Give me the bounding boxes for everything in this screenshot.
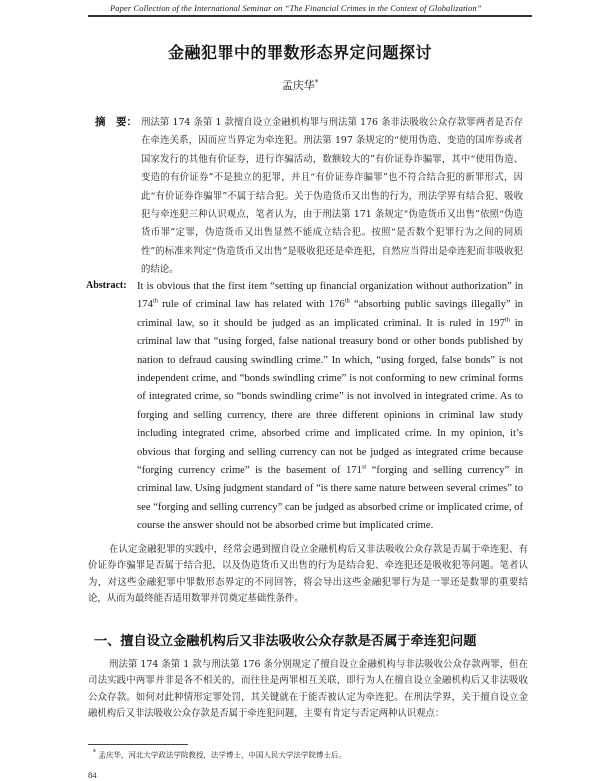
abstract-en-text [137, 278, 523, 536]
footnote-rule [88, 744, 188, 745]
header-rule [88, 15, 532, 17]
page-number: 84 [88, 770, 97, 780]
ordinal-suffix-2: th [344, 297, 350, 305]
footnote [93, 749, 523, 761]
ordinal-suffix-1: th [152, 297, 158, 305]
paper-title: 金融犯罪中的罪数形态界定问题探讨 [167, 43, 432, 62]
abstract-en-part-4: in criminal law that “using forged, false national treasury bond or other bonds published by nation to defraud causing swindling crime.” In which, “using forged, false bonds” is not independent crime, and “bonds swindling crime” is not conforming to new criminal forms of integrated crime, so “bonds swindling crime” is not involved in integrated crime. As to forging and selling currency, there are three different opinions in criminal law study including integrated crime, absorbed crime and implicated crime. In my opinion, it’s obvious that forging and selling currency can not be judged as integrated crime because “forging currency crime” is the basement of 171 [137, 317, 523, 477]
ordinal-suffix-3: th [504, 316, 510, 324]
abstract-en-part-5: “forging and selling currency” in criminal law. Using judgment standard of “is there same nature between several crimes” to see “forging and selling currency” can be judged as absorbed crime or implicated crime, of course the answer should not be absorbed crime but implicated crime. [137, 465, 523, 532]
abstract-cn-text: 刑法第 174 条第 1 款擅自设立金融机构罪与刑法第 176 条非法吸收公众存款罪两者是否存在牵连关系，因而应当界定为牵连犯。刑法第 197 条规定的“使用伪造、变造的国库券或者国家发行的其他有价证券，进行诈骗活动，数额较大的”有价证券诈骗罪，其中“使用伪造、变造的有价证券”不是独立的犯罪，并且“有价证券诈骗罪”也不符合结合犯的新罪形式，因此“有价证券诈骗罪”不属于结合犯。关于伪造货币又出售的行为，刑法学界有结合犯、吸收犯与牵连犯三种认识观点，笔者认为，由于刑法第 171 条规定“伪造货币又出售”依照“伪造货币罪”定罪，伪造货币又出售显然不能成立结合犯。按照“是否数个犯罪行为之间的同质性”的标准来判定“伪造货币又出售”是吸收犯还是牵连犯，自然应当得出是牵连犯而非吸收犯的结论。 [141, 117, 523, 276]
abstract-en-label: Abstract: [86, 280, 127, 291]
intro-paragraph: 在认定金融犯罪的实践中，经常会遇到擅自设立金融机构后又非法吸收公众存款是否属于牵连犯、有价证券诈骗罪是否属于结合犯，以及伪造货币又出售的行为是结合犯、牵连犯还是吸收犯等问题。笔者认为，对这些金融犯罪中罪数形态界定的不同回答，将会导出这些金融犯罪行为是一罪还是数罪的重要结论，从而为最终能否适用数罪并罚奠定基础性条件。 [88, 544, 528, 605]
ordinal-suffix-4: st [361, 463, 367, 471]
author-name: 孟庆华 [281, 79, 315, 92]
footnote-marker: * [93, 749, 96, 756]
abstract-en-part-3: “absorbing public savings illegally” in criminal law, so it should be judged as an implicated criminal. It is ruled in 197 [137, 299, 523, 329]
abstract-en-part-1: It is obvious that the first item “setting up financial organization without authorization” in 174 [137, 281, 523, 311]
abstract-en-part-2: rule of criminal law has related with 176 [157, 299, 345, 311]
running-header: Paper Collection of the International Seminar on “The Financial Crimes in the Context of Globalization” [110, 3, 482, 13]
section-1-heading: 一、擅自设立金融机构后又非法吸收公众存款是否属于牵连犯问题 [94, 634, 477, 649]
footnote-text: 孟庆华，河北大学政法学院教授，法学博士，中国人民大学法学院博士后。 [98, 750, 346, 760]
author-line [0, 77, 600, 93]
author-footnote-marker: * [314, 78, 319, 87]
section-1-paragraph: 刑法第 174 条第 1 款与刑法第 176 条分别规定了擅自设立金融机构与非法吸收公众存款两罪，但在司法实践中两罪并非是各不相关的，而往往是两罪相互关联，即行为人在擅自设立金融机构后又非法吸收公众存款。如何对此种情形定罪处罚，其关键就在于能否被认定为牵连犯。在刑法学界，关于擅自设立金融机构后又非法吸收公众存款是否属于牵连犯问题，主要有肯定与否定两种认识观点： [88, 659, 528, 720]
abstract-cn-label: 摘 要： [95, 116, 137, 128]
